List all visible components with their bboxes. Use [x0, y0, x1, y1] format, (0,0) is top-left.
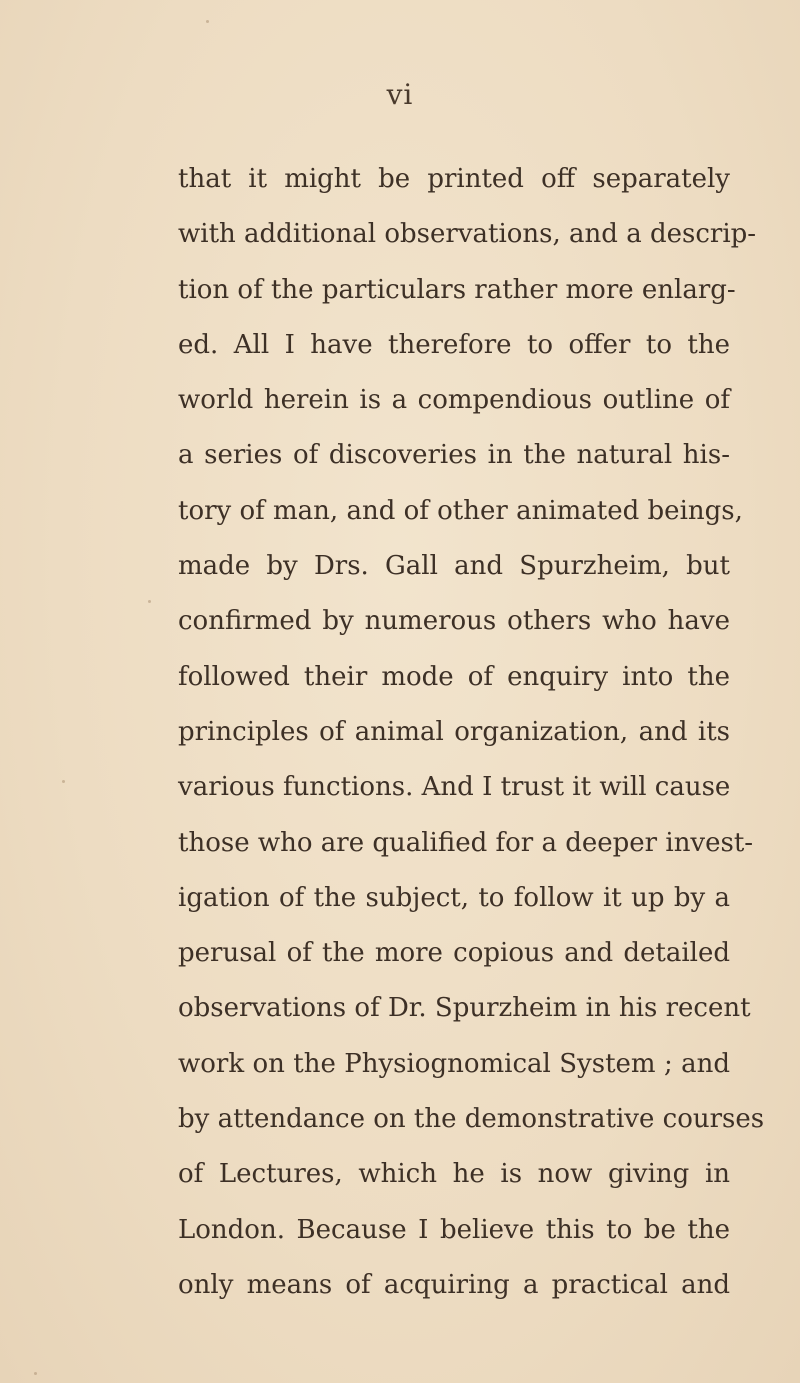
text-line: tion of the particulars rather more enlarg-	[178, 274, 736, 305]
text-line: those who are qualified for a deeper invest-	[178, 827, 754, 858]
text-line: various functions. And I trust it will cause	[178, 772, 731, 803]
text-line: world herein is a compendious outline of	[178, 385, 730, 416]
paper-speck	[62, 780, 65, 783]
text-line: principles of animal organization, and its	[178, 716, 730, 747]
text-line: igation of the subject, to follow it up by a	[178, 882, 730, 913]
body-text	[178, 152, 765, 1313]
text-line: only means of acquiring a practical and	[178, 1269, 730, 1300]
text-line: with additional observations, and a descrip-	[178, 219, 757, 250]
text-line: London. Because I believe this to be the	[178, 1214, 730, 1245]
text-line: followed their mode of enquiry into the	[178, 661, 730, 692]
text-line: by attendance on the demonstrative courses	[178, 1104, 765, 1135]
text-line: perusal of the more copious and detailed	[178, 938, 730, 969]
paper-speck	[34, 1372, 37, 1375]
text-line: tory of man, and of other animated beings,	[178, 495, 743, 526]
page-number: vi	[386, 78, 414, 111]
text-line: that it might be printed off separately	[178, 164, 730, 194]
text-line: ed. All I have therefore to offer to the	[178, 329, 730, 360]
text-line: of Lectures, which he is now giving in	[178, 1159, 730, 1190]
text-line: confirmed by numerous others who have	[178, 606, 730, 637]
text-line: a series of discoveries in the natural his-	[178, 440, 730, 471]
paper-speck	[206, 20, 209, 23]
text-line: observations of Dr. Spurzheim in his recent	[178, 993, 751, 1024]
paper-speck	[148, 600, 151, 603]
text-line: work on the Physiognomical System ; and	[178, 1048, 730, 1079]
text-line: made by Drs. Gall and Spurzheim, but	[178, 551, 730, 582]
